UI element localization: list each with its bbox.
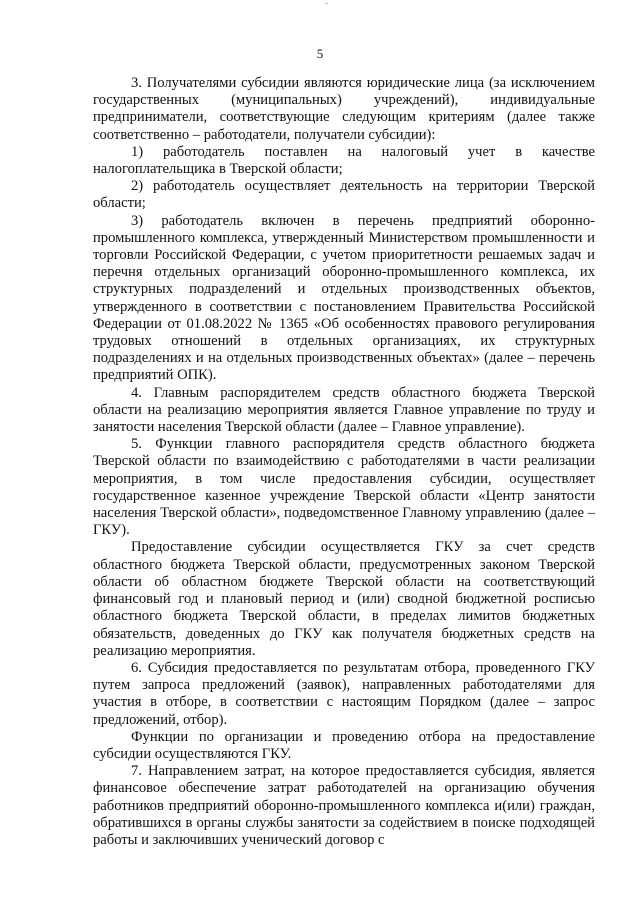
scan-artifact [325, 3, 328, 4]
paragraph-item-7-cost-direction: 7. Направлением затрат, на которое предоставляется субсидия, является финансовое обеспечение затрат работодателей на организацию обучения работников предприятий оборонно-промышленного комплекса и(или) граждан, обратившихся в органы службы занятости за содействием в поиске подходящей работы и заключивших ученический договор с [93, 763, 595, 848]
page-number: 5 [316, 46, 324, 61]
paragraph-item-6-selection: 6. Субсидия предоставляется по результатам отбора, проведенного ГКУ путем запроса предложений (заявок), направленных работодателями для участия в отборе, в соответствии с настоящим Порядком (далее – запрос предложений, отбор). [93, 659, 595, 728]
paragraph-item-4-main-manager: 4. Главным распорядителем средств областного бюджета Тверской области на реализацию мероприятия является Главное управление по труду и занятости населения Тверской области (далее – Главное управление). [93, 384, 595, 436]
paragraph-item-3-recipients: 3. Получателями субсидии являются юридические лица (за исключением государственных (муниципальных) учреждений), индивидуальные предприниматели, соответствующие следующим критериям (далее также соответственно – работодатели, получатели субсидии): [93, 75, 595, 143]
paragraph-subsidy-funding: Предоставление субсидии осуществляется ГКУ за счет средств областного бюджета Тверской области, предусмотренных законом Тверской области об областном бюджете Тверской области на соответствующий финансовый год и плановый период и (или) сводной бюджетной росписью областного бюджета Тверской области, в пределах лимитов бюджетных обязательств, доведенных до ГКУ как получателя бюджетных средств на реализацию мероприятия. [93, 539, 595, 659]
paragraph-criterion-2: 2) работодатель осуществляет деятельность на территории Тверской области; [93, 178, 595, 212]
paragraph-item-5-functions: 5. Функции главного распорядителя средств областного бюджета Тверской области по взаимодействию с работодателями в части реализации мероприятия, в том числе предоставления субсидии, осуществляет государственное казенное учреждение Тверской области «Центр занятости населения Тверской области», подведомственное Главному управлению (далее – ГКУ). [93, 436, 595, 539]
paragraph-selection-functions: Функции по организации и проведению отбора на предоставление субсидии осуществляются ГКУ. [93, 728, 595, 762]
paragraph-criterion-1: 1) работодатель поставлен на налоговый учет в качестве налогоплательщика в Тверской области; [93, 143, 595, 178]
document-body [93, 75, 595, 849]
paragraph-criterion-3: 3) работодатель включен в перечень предприятий оборонно-промышленного комплекса, утвержденный Министерством промышленности и торговли Российской Федерации, с учетом приоритетности решаемых задач и перечня отдельных организаций оборонно-промышленного комплекса, их структурных подразделений и отдельных производственных объектов, утвержденного в соответствии с постановлением Правительства Российской Федерации от 01.08.2022 № 1365 «Об особенностях правового регулирования трудовых отношений в отдельных организациях, их структурных подразделениях и на отдельных производственных объектах» (далее – перечень предприятий ОПК). [93, 212, 595, 384]
